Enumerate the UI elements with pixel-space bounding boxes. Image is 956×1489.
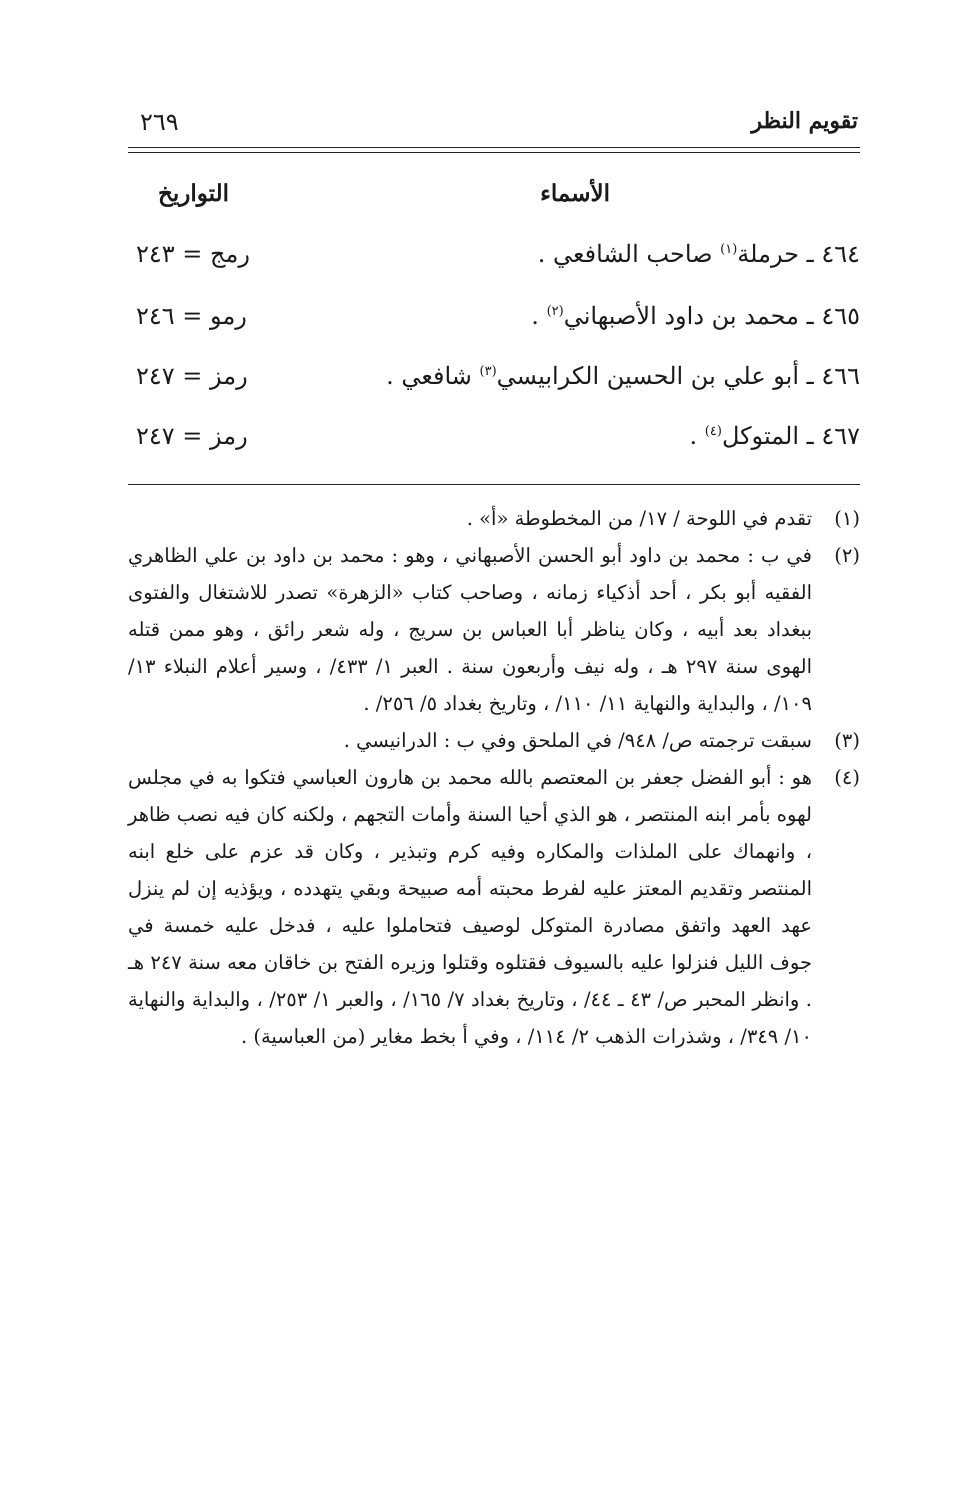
footnote-4 (128, 759, 860, 1055)
footnotes (128, 500, 860, 1055)
page-number: ٢٦٩ (140, 108, 179, 136)
name-entry (128, 362, 860, 408)
entry-name: ٤٦٤ ـ حرملة$^{(١)}$ صاحب الشافعي . (537, 240, 860, 268)
entry-date: رمز = ٢٤٧ (136, 422, 248, 450)
footnote-3 (128, 722, 860, 759)
running-head (128, 108, 858, 144)
footnote-ref: (١) (720, 242, 738, 257)
footnote-number: (٤) (834, 766, 860, 789)
footnote-number: (٢) (834, 544, 860, 567)
footnote-number: (٣) (834, 729, 860, 752)
entry-date: رمز = ٢٤٧ (136, 362, 248, 390)
dates-column-header: التواريخ (158, 180, 229, 207)
footnote-2 (128, 537, 860, 722)
footnote-text: تقدم في اللوحة / ١٧/ من المخطوطة «أ» . (466, 507, 812, 530)
footnote-ref: (٢) (546, 304, 564, 319)
entry-date: رمج = ٢٤٣ (136, 240, 250, 268)
names-column-header: الأسماء (540, 180, 610, 207)
footnote-text: في ب : محمد بن داود أبو الحسن الأصبهاني ، وهو : محمد بن داود بن علي الظاهري الفقيه أبو بكر ، أحد أذكياء زمانه ، وصاحب كتاب «الزهرة» تصدر للاشتغال والفتوى ببغداد بعد أبيه ، وكان يناظر أبا العباس بن سريج ، وله شعر رائق ، وهو ممن قتله الهوى سنة ٢٩٧ هـ ، وله نيف وأربعون سنة . العبر ١/ ٤٣٣/ ، وسير أعلام النبلاء ١٣/ ١٠٩/ ، والبداية والنهاية ١١/ ١١٠/ ، وتاريخ بغداد ٥/ ٢٥٦/ . (128, 544, 813, 715)
entry-name: ٤٦٧ ـ المتوكل$^{(٤)}$ . (689, 422, 860, 450)
entry-name: ٤٦٦ ـ أبو علي بن الحسين الكرابيسي$^{(٣)}$ شافعي . (386, 362, 860, 390)
footnote-number: (١) (834, 507, 860, 530)
footnote-1 (128, 500, 860, 537)
name-entry (128, 422, 860, 468)
footnote-text: سبقت ترجمته ص/ ٩٤٨/ في الملحق وفي ب : الدرانيسي . (343, 729, 812, 752)
footnote-separator (128, 484, 860, 485)
book-title: تقويم النظر (751, 108, 858, 134)
footnote-text: هو : أبو الفضل جعفر بن المعتصم بالله محمد بن هارون العباسي فتكوا به في مجلس لهوه بأمر ابنه المنتصر ، هو الذي أحيا السنة وأمات التجهم ، ولكنه كان فيه نصب ظاهر ، وانهماك على الملذات والمكاره وفيه كرم وتبذير ، وكان قد عزم على خلع ابنه المنتصر وتقديم المعتز عليه لفرط محبته أمه صبيحة وبقي يتهدده ، ويؤذيه إن لم ينزل عهد العهد واتفق مصادرة المتوكل لوصيف فتحاملوا عليه ، فدخل عليه خمسة في جوف الليل فنزلوا عليه بالسيوف فقتلوه وقتلوا وزيره الفتح بن خاقان معه سنة ٢٤٧ هـ . وانظر المحبر ص/ ٤٣ ـ ٤٤/ ، وتاريخ بغداد ٧/ ١٦٥/ ، والعبر ١/ ٢٥٣/ ، والبداية والنهاية ١٠/ ٣٤٩/ ، وشذرات الذهب ٢/ ١١٤/ ، وفي أ بخط مغاير (من العباسية) . (128, 766, 813, 1048)
entry-date: رمو = ٢٤٦ (136, 302, 247, 330)
column-headers (128, 180, 860, 220)
entry-name: ٤٦٥ ـ محمد بن داود الأصبهاني$^{(٢)}$ . (531, 302, 860, 330)
name-entry (128, 240, 860, 286)
header-double-rule (128, 147, 860, 153)
name-entry (128, 302, 860, 348)
footnote-ref: (٤) (704, 424, 722, 439)
footnote-ref: (٣) (479, 364, 497, 379)
